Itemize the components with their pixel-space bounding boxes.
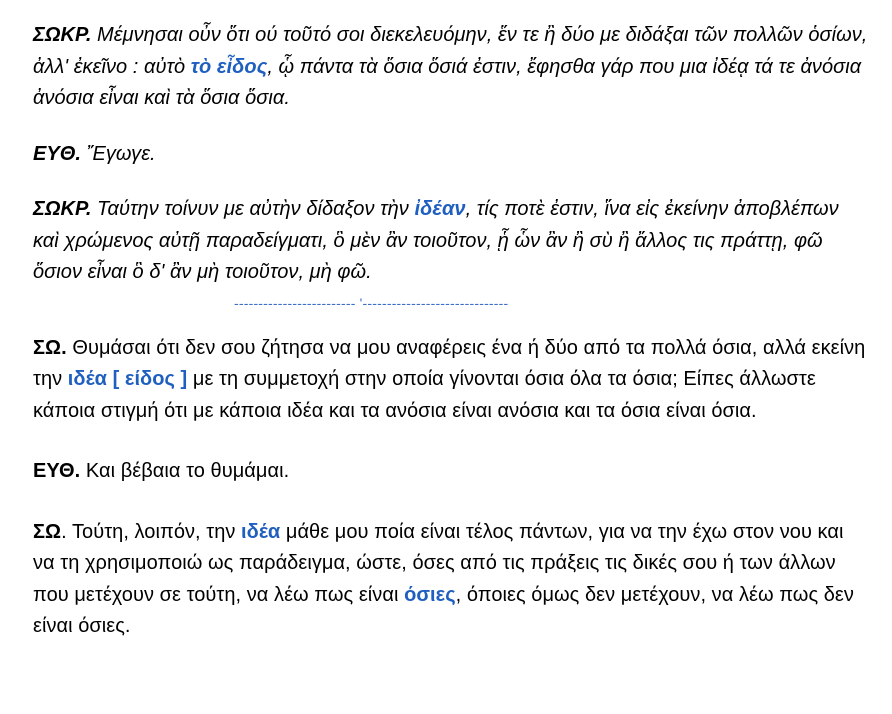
paragraph-gap — [33, 115, 868, 139]
paragraph-gap — [33, 427, 868, 456]
paragraph-gap — [33, 170, 868, 194]
paragraph-text: . Τούτη, λοιπόν, την — [61, 520, 242, 543]
paragraph-text: μάθε μου ποία είναι τέλος πάντων, για να την έχω στον νου και να τη χρησιμοποιώ ως παράδειγμα, ώστε, όσες από τις πράξεις τις δικές σου ή των άλλων που μετέχουν σε τούτη, να λέω πως είναι — [33, 520, 844, 606]
keyword-highlight: ιδέα [ είδος ] — [67, 368, 188, 390]
paragraph-text: , τίς ποτὲ ἐστιν, ἵνα εἰς ἐκείνην ἀποβλέπων καὶ χρώμενος αὐτῇ παραδείγματι, ὃ μὲν ἂν τοιοῦτον, ᾗ ὧν ἂν ἢ σὺ ἢ ἄλλος τις πράττῃ, φῶ ὅσιον εἶναι ὃ δ' ἂν μὴ τοιοῦτον, μὴ φῶ. — [33, 198, 839, 283]
paragraph-text: Ταύτην τοίνυν με αὐτὴν δίδαξον τὴν — [91, 198, 415, 220]
modern-paragraph-euthyphro — [33, 456, 868, 488]
paragraph-text: Θυμάσαι ότι δεν σου ζήτησα να μου αναφέρεις ένα ή δύο από τα πολλά όσια, αλλά εκείνη την — [33, 336, 866, 390]
paragraph-gap — [33, 488, 868, 517]
keyword-highlight: όσιες — [404, 583, 456, 606]
document-page — [33, 20, 868, 643]
modern-paragraph-socrates-2 — [33, 517, 868, 643]
ancient-paragraph-socrates-2 — [33, 194, 868, 289]
speaker-label: ΕΥΘ. — [33, 142, 81, 165]
keyword-highlight: τὸ εἶδος — [190, 55, 268, 78]
paragraph-text: με τη συμμετοχή στην οποία γίνονται όσια όλα τα όσια; Είπες άλλωστε κάποια στιγμή ότι με κάποια ιδέα και τα ανόσια είναι ανόσια και τα όσια είναι όσια. — [33, 368, 816, 422]
modern-paragraph-socrates-1 — [33, 333, 868, 428]
speaker-label: ΣΩ — [33, 520, 62, 543]
paragraph-text: Ἔγωγε. — [81, 142, 156, 165]
ancient-paragraph-euthyphro — [33, 139, 868, 171]
section-separator — [33, 289, 868, 333]
separator-dashes: ------------------------- '------------------------------ — [234, 294, 509, 311]
paragraph-text: , ᾧ πάντα τὰ ὅσια ὅσιά ἐστιν, ἔφησθα γάρ που μια ἰδέᾳ τά τε ἀνόσια ἀνόσια εἶναι καὶ τὰ ὅσια ὅσια. — [33, 55, 862, 109]
speaker-label: ΣΩΚΡ. — [33, 24, 92, 46]
speaker-label: ΣΩΚΡ. — [33, 198, 92, 220]
speaker-label: ΕΥΘ. — [33, 460, 81, 482]
paragraph-text: Μέμνησαι οὖν ὅτι ού τοῦτό σοι διεκελευόμην, ἕν τε ἢ δύο με διδάξαι τῶν πολλῶν ὁσίων, ἀλλ' ἐκεῖνο : αὐτὸ — [33, 24, 868, 78]
speaker-label: ΣΩ. — [33, 336, 67, 359]
paragraph-text: Και βέβαια το θυμάμαι. — [80, 460, 290, 482]
paragraph-text: , όποιες όμως δεν μετέχουν, να λέω πως δεν είναι όσιες. — [33, 583, 854, 637]
ancient-paragraph-socrates-1 — [33, 20, 868, 115]
keyword-highlight: ἰδέαν — [414, 198, 466, 220]
keyword-highlight: ιδέα — [241, 520, 281, 543]
